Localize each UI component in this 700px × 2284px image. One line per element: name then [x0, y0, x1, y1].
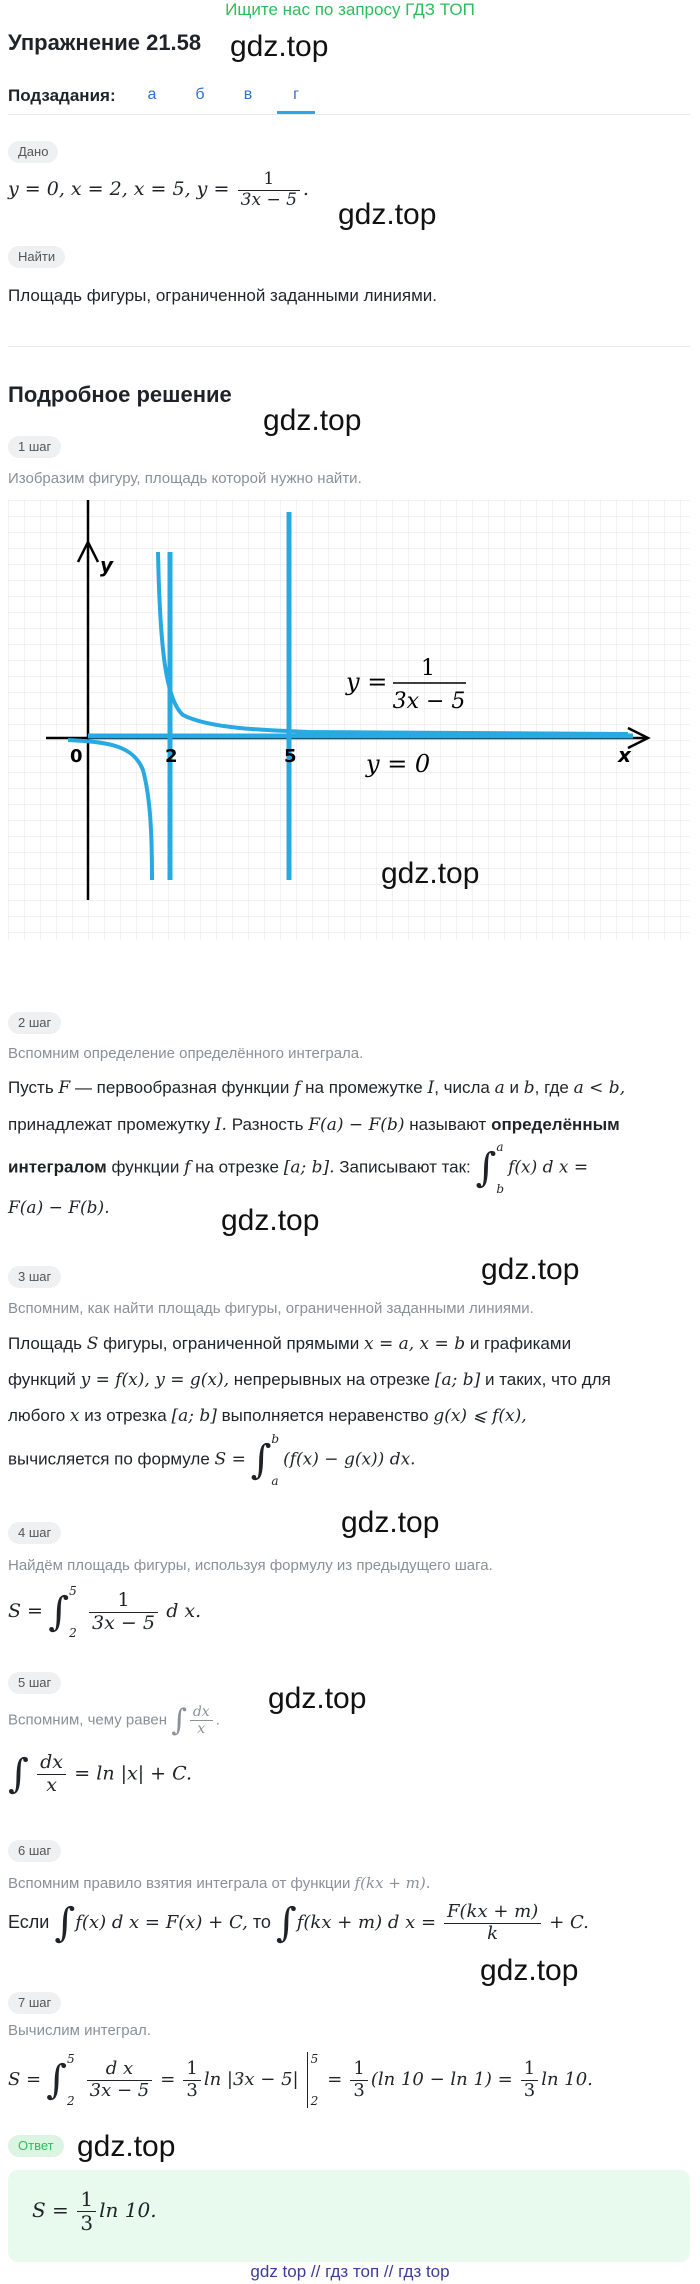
step-2-line-3: интегралом функции f на отрезке [a; b]. Записывают так: ∫ a b f(x) d x = — [8, 1140, 589, 1196]
step-6-formula: Если ∫f(x) d x = F(x) + C, то ∫f(kx + m) d x = $\frac{F(kx + m)}{k}$ + C. — [8, 1900, 589, 1947]
watermark: gdz.top — [230, 30, 329, 63]
watermark: gdz.top — [341, 1506, 440, 1539]
step-7-badge: 7 шаг — [8, 1992, 61, 2014]
watermark: gdz.top — [381, 857, 480, 890]
curve-label-den: 3x − 5 — [392, 689, 466, 714]
watermark: gdz.top — [221, 1204, 320, 1237]
step-7-formula: S = ∫ 5 2 $\frac{\text{d x}}{3x - 5}$ = $\frac{1}{3}$ ln |3x − 5| 5 2 = $\frac{1}{3}$ (ln 10 − ln 1) = $\frac{1}{3}$ ln 10. — [8, 2052, 593, 2108]
tab-a[interactable]: а — [147, 86, 157, 103]
step-5-formula: ∫ $\frac{dx}{x}$ = ln |x| + C. — [8, 1751, 193, 1798]
line-label: y = 0 — [366, 750, 431, 778]
tick-2-label: 2 — [165, 746, 178, 767]
watermark: gdz.top — [263, 404, 362, 437]
section-divider — [8, 346, 690, 347]
watermark: gdz.top — [268, 1682, 367, 1715]
tab-g[interactable]: г — [277, 84, 315, 114]
watermark: gdz.top — [338, 198, 437, 231]
step-4-hint: Найдём площадь фигуры, используя формулу из предыдущего шага. — [8, 1557, 493, 1574]
step-4-badge: 4 шаг — [8, 1522, 61, 1544]
step-3-line-2: функций y = f(x), y = g(x), непрерывных на отрезке [a; b] и таких, что для — [8, 1370, 611, 1390]
step-3-line-1: Площадь S фигуры, ограниченной прямыми x = a, x = b и графиками — [8, 1334, 572, 1354]
step-2-line-4: F(a) − F(b). — [8, 1198, 110, 1218]
step-6-badge: 6 шаг — [8, 1840, 61, 1862]
step-1-badge: 1 шаг — [8, 436, 61, 458]
step-3-hint: Вспомним, как найти площадь фигуры, ограниченной заданными линиями. — [8, 1300, 534, 1317]
subtasks-label: Подзадания: — [8, 86, 116, 105]
step-2-line-2: принадлежат промежутку I. Разность F(a) − F(b) называют определённым — [8, 1115, 620, 1135]
find-text: Площадь фигуры, ограниченной заданными линиями. — [8, 286, 437, 305]
step-3-line-4: вычисляется по формуле S = ∫ b a (f(x) − g(x)) dx. — [8, 1432, 416, 1488]
tab-b[interactable]: б — [195, 86, 205, 103]
step-2-hint: Вспомним определение определённого интеграла. — [8, 1045, 364, 1062]
solution-title: Подробное решение — [8, 382, 232, 407]
tabs-divider — [8, 114, 690, 115]
given-badge: Дано — [8, 141, 58, 163]
find-badge: Найти — [8, 246, 65, 268]
watermark: gdz.top — [480, 1954, 579, 1987]
promo-banner[interactable]: Ищите нас по запросу ГДЗ ТОП — [225, 0, 475, 19]
tab-v[interactable]: в — [243, 86, 253, 103]
step-5-badge: 5 шаг — [8, 1672, 61, 1694]
page-title: Упражнение 21.58 — [8, 30, 202, 55]
answer-badge: Ответ — [8, 2135, 64, 2157]
step-4-formula: S = ∫ 5 2 $\frac{1}{3x - 5}$ d x. — [8, 1584, 202, 1640]
y-axis-label: y — [100, 553, 114, 577]
step-3-badge: 3 шаг — [8, 1266, 61, 1288]
watermark: gdz.top — [77, 2130, 176, 2163]
origin-label: 0 — [70, 746, 83, 767]
tick-5-label: 5 — [284, 746, 297, 767]
step-2-line-1: Пусть F — первообразная функции f на промежутке I, числа a и b, где a < b, — [8, 1078, 626, 1098]
function-graph — [8, 500, 690, 940]
watermark: gdz.top — [481, 1253, 580, 1286]
step-6-hint: Вспомним правило взятия интеграла от функции f(kx + m). — [8, 1874, 431, 1892]
given-expression: y = 0, x = 2, x = 5, y = $\frac{1}{3x - 5}$ . — [8, 169, 309, 210]
footer-links[interactable]: gdz top // гдз топ // гдз top — [250, 2262, 450, 2281]
answer-formula: S = $\frac{1}{3}$ ln 10. — [32, 2187, 157, 2235]
curve-label-lhs: y = — [346, 668, 388, 696]
step-1-hint: Изобразим фигуру, площадь которой нужно найти. — [8, 470, 362, 487]
curve-label-num: 1 — [421, 656, 435, 681]
step-5-hint: Вспомним, чему равен ∫ $\frac{dx}{x}$ . — [8, 1702, 220, 1738]
step-3-line-3: любого x из отрезка [a; b] выполняется неравенство g(x) ⩽ f(x), — [8, 1406, 527, 1426]
x-axis-label: x — [618, 743, 631, 767]
step-7-hint: Вычислим интеграл. — [8, 2022, 151, 2039]
step-2-badge: 2 шаг — [8, 1012, 61, 1034]
